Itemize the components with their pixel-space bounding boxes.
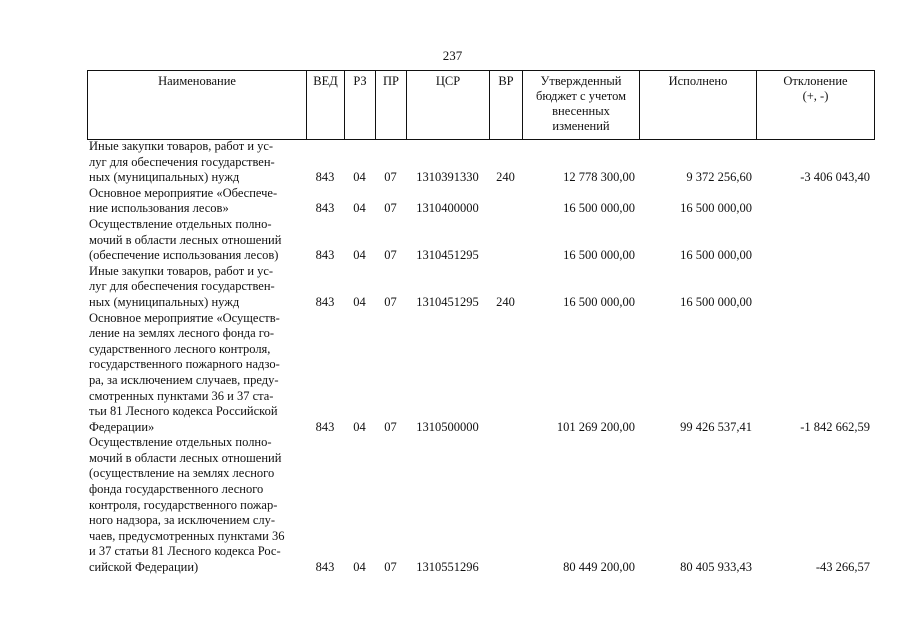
cell-deviation: -1 842 662,59 [800,419,870,434]
cell-ved: 843 [315,294,335,309]
name-line: Осуществление отдельных полно- [89,435,272,450]
cell-csr: 1310451295 [416,294,479,309]
name-line: мочий в области лесных отношений [89,232,282,247]
cell-name [87,217,306,264]
name-line: луг для обеспечения государствен- [89,279,275,294]
name-line: тьи 81 Лесного кодекса Российской [89,404,278,419]
cell-deviation: -3 406 043,40 [800,170,870,185]
header-vr: ВР [490,71,523,140]
cell-deviation: -43 266,57 [815,560,870,575]
name-line: сударственного лесного контроля, [89,341,271,356]
cell-name [87,311,306,436]
cell-name [87,435,306,575]
header-pr: ПР [376,71,407,140]
header-csr: ЦСР [407,71,490,140]
cell-csr: 1310500000 [416,419,479,434]
name-line: ние использования лесов» [89,201,229,216]
cell-deviation [756,186,874,217]
header-approved-line: бюджет с учетом [535,89,626,103]
cell-csr: 1310400000 [416,201,479,216]
cell-name [87,264,306,311]
cell-approved: 12 778 300,00 [563,170,635,185]
cell-name [87,139,306,186]
name-line: Федерации» [89,419,155,434]
header-deviation [757,71,875,140]
table-body [87,139,874,576]
header-approved [523,71,640,140]
table-row [87,435,874,575]
name-line: Основное мероприятие «Обеспече- [89,185,278,200]
name-line: смотренных пунктами 36 и 37 ста- [89,388,274,403]
header-deviation-line: (+, -) [802,89,829,103]
name-line: (осуществление на землях лесного [89,466,275,481]
cell-csr: 1310391330 [416,170,479,185]
name-line: Иные закупки товаров, работ и ус- [89,263,274,278]
header-rz: РЗ [345,71,376,140]
cell-approved: 101 269 200,00 [556,419,635,434]
cell-vr [489,435,522,575]
cell-pr: 07 [384,294,397,309]
cell-rz: 04 [353,560,366,575]
cell-vr [489,311,522,436]
cell-executed: 9 372 256,60 [686,170,752,185]
table-row [87,186,874,217]
table-row [87,264,874,311]
name-line: ных (муниципальных) нужд [89,170,240,185]
name-line: Осуществление отдельных полно- [89,216,272,231]
name-line: ных (муниципальных) нужд [89,294,240,309]
cell-pr: 07 [384,201,397,216]
table-header [87,70,875,140]
cell-rz: 04 [353,170,366,185]
name-line: луг для обеспечения государствен- [89,154,275,169]
name-line: Основное мероприятие «Осуществ- [89,310,280,325]
cell-deviation [756,264,874,311]
cell-ved: 843 [315,419,335,434]
name-line: сийской Федерации) [89,560,199,575]
cell-ved: 843 [315,201,335,216]
header-approved-line: изменений [552,119,610,133]
table-row [87,139,874,186]
name-line: Иные закупки товаров, работ и ус- [89,139,274,153]
cell-csr: 1310451295 [416,248,479,263]
header-approved-line: Утвержденный [540,74,622,88]
header-deviation-line: Отклонение [783,74,848,88]
name-line: ного надзора, за исключением слу- [89,513,276,528]
cell-rz: 04 [353,419,366,434]
name-line: государственного пожарного надзо- [89,357,280,372]
cell-ved: 843 [315,248,335,263]
page-number: 237 [442,48,463,63]
cell-pr: 07 [384,170,397,185]
cell-executed: 99 426 537,41 [680,419,752,434]
cell-pr: 07 [384,419,397,434]
cell-vr [489,217,522,264]
header-ved: ВЕД [307,71,345,140]
cell-vr: 240 [496,170,515,185]
cell-ved: 843 [315,560,335,575]
cell-csr: 1310551296 [416,560,479,575]
cell-executed: 16 500 000,00 [680,201,752,216]
name-line: контроля, государственного пожар- [89,497,278,512]
cell-pr: 07 [384,248,397,263]
name-line: чаев, предусмотренных пунктами 36 [89,528,285,543]
name-line: ра, за исключением случаев, преду- [89,372,279,387]
cell-approved: 16 500 000,00 [563,201,635,216]
table-row [87,217,874,264]
cell-executed: 16 500 000,00 [680,248,752,263]
name-line: и 37 статьи 81 Лесного кодекса Рос- [89,544,281,559]
cell-approved: 16 500 000,00 [563,248,635,263]
cell-rz: 04 [353,294,366,309]
cell-pr: 07 [384,560,397,575]
cell-approved: 16 500 000,00 [563,294,635,309]
cell-ved: 843 [315,170,335,185]
header-approved-line: внесенных [552,104,610,118]
cell-executed: 16 500 000,00 [680,294,752,309]
name-line: фонда государственного лесного [89,482,264,497]
name-line: ление на землях лесного фонда го- [89,326,275,341]
cell-name [87,186,306,217]
header-executed: Исполнено [640,71,757,140]
cell-executed: 80 405 933,43 [680,560,752,575]
cell-approved: 80 449 200,00 [563,560,635,575]
name-line: мочий в области лесных отношений [89,450,282,465]
cell-deviation [756,217,874,264]
cell-rz: 04 [353,201,366,216]
name-line: (обеспечение использования лесов) [89,248,279,263]
cell-vr [489,186,522,217]
header-name: Наименование [88,71,307,140]
cell-vr: 240 [496,294,515,309]
table-row [87,311,874,436]
cell-rz: 04 [353,248,366,263]
